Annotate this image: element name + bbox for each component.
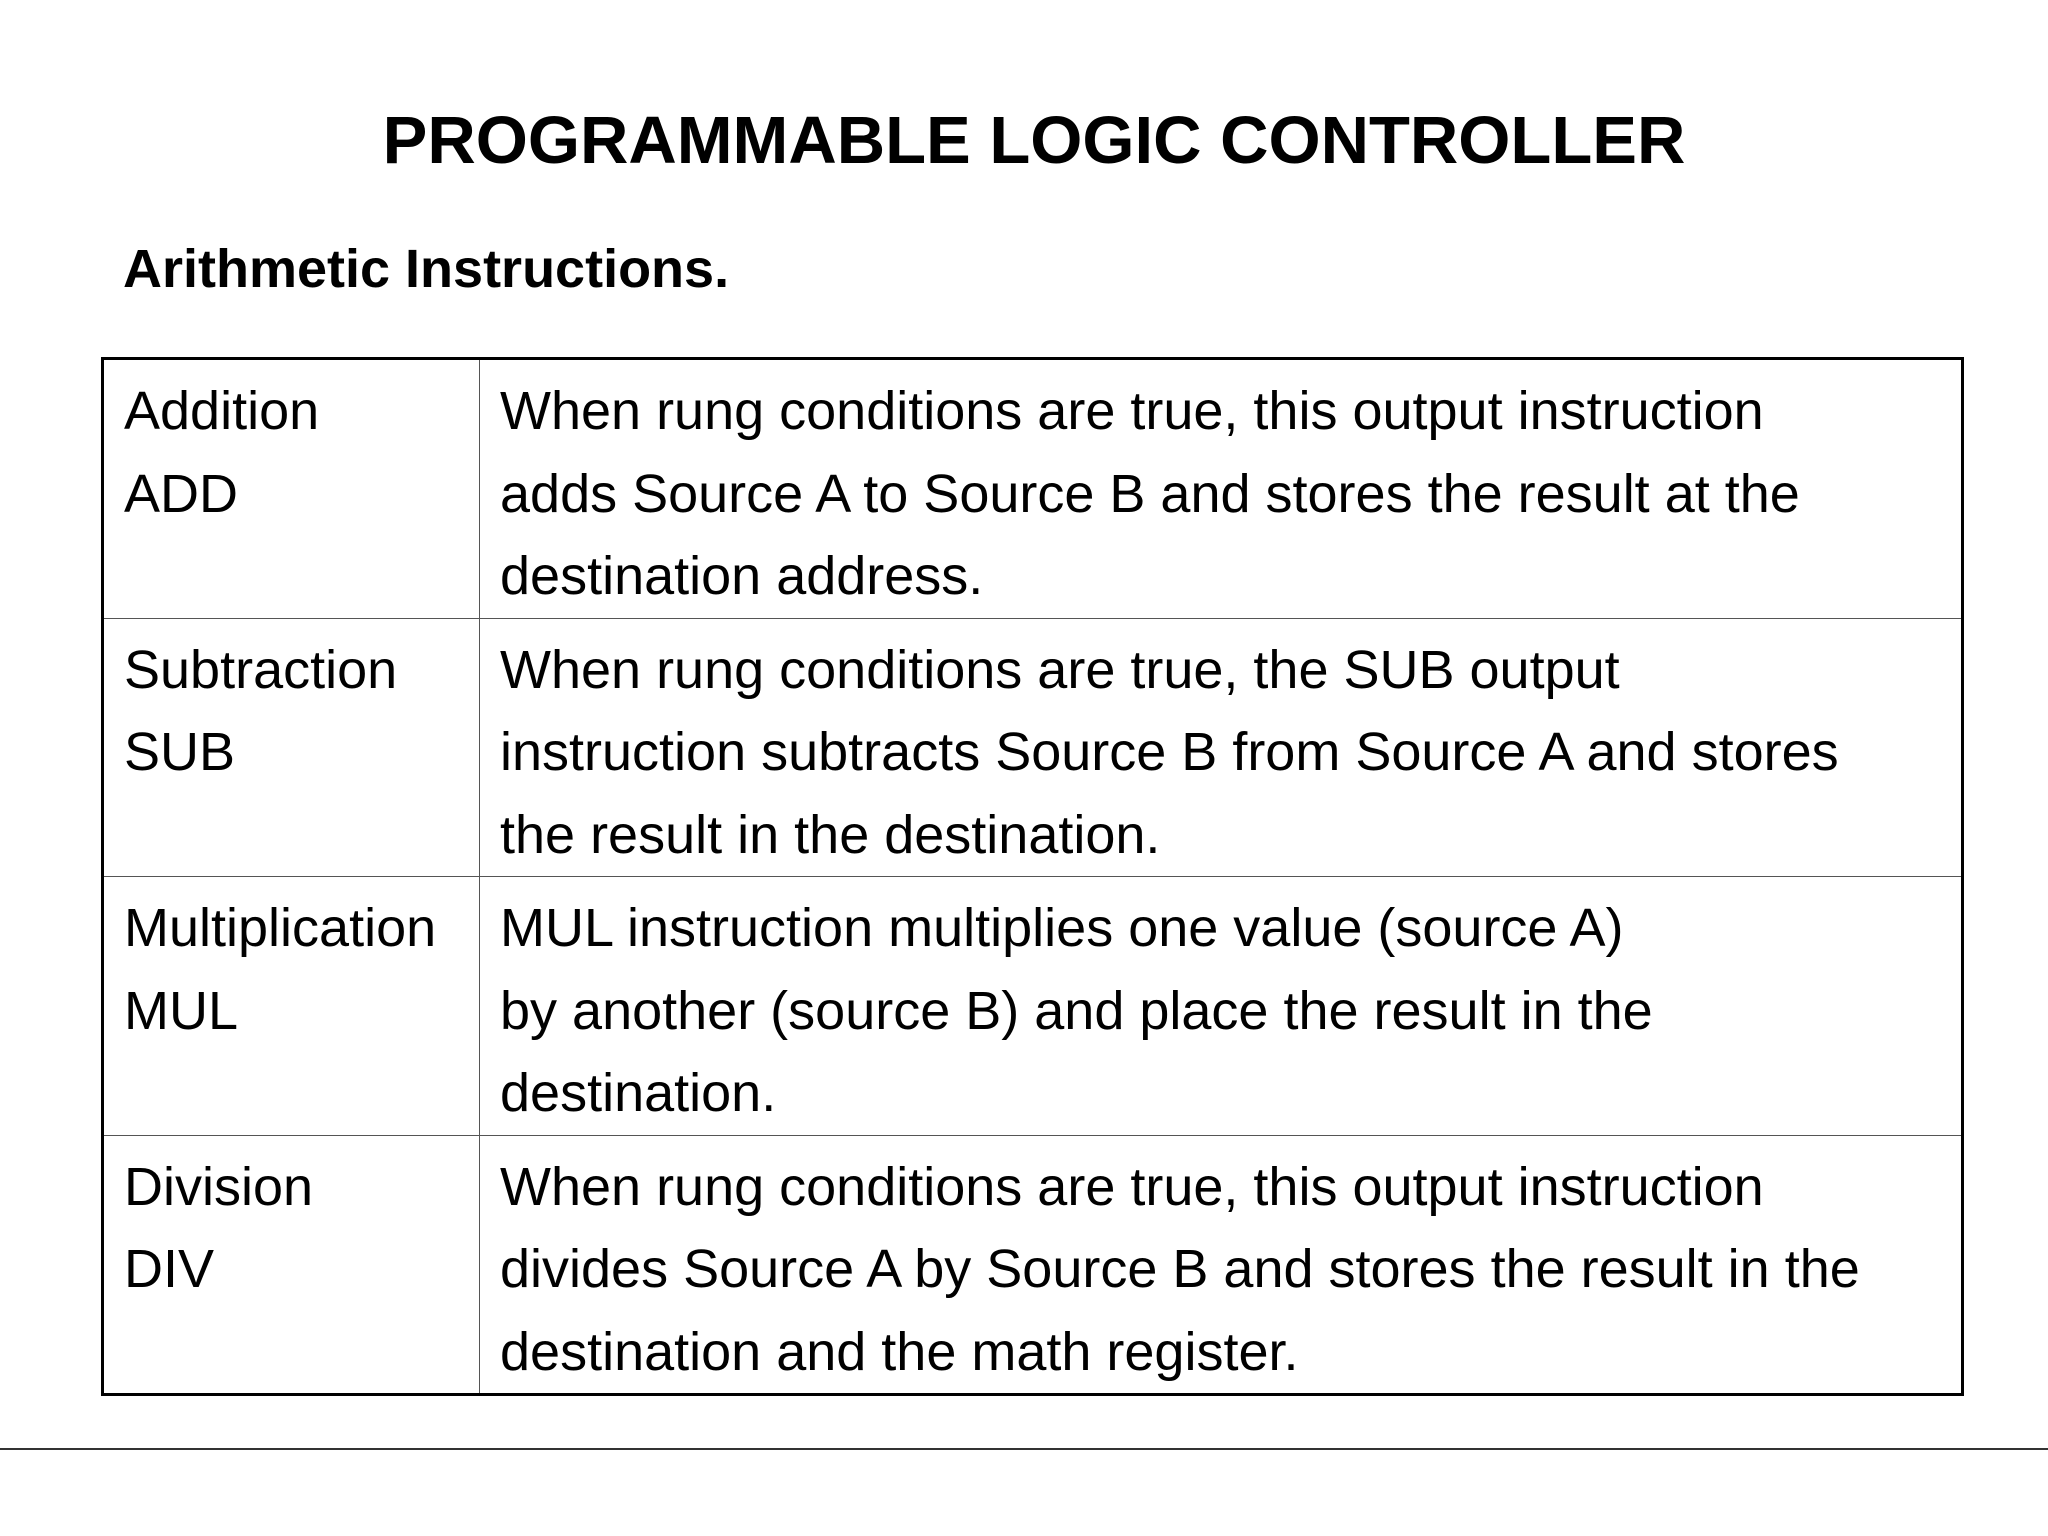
- instruction-description-cell: [480, 877, 1963, 1136]
- description-line: destination address.: [500, 546, 984, 606]
- section-heading: Arithmetic Instructions.: [123, 239, 730, 299]
- description-line: When rung conditions are true, this output instruction: [500, 381, 1764, 441]
- description-line: MUL instruction multiplies one value (source A): [500, 898, 1624, 958]
- description-line: When rung conditions are true, this output instruction: [500, 1156, 1764, 1217]
- table-row: [103, 618, 1963, 877]
- instructions-table: [101, 357, 1964, 1396]
- instruction-name: Multiplication: [124, 898, 437, 958]
- instruction-name-cell: [103, 1135, 480, 1395]
- instruction-description-cell: [480, 618, 1963, 877]
- description-line: by another (source B) and place the result in the: [500, 980, 1653, 1041]
- instruction-description-cell: [480, 359, 1963, 619]
- instruction-description-cell: [480, 1135, 1963, 1395]
- instruction-name: Subtraction: [124, 639, 398, 700]
- instruction-name: Addition: [124, 381, 320, 441]
- description-line: the result in the destination.: [500, 804, 1161, 865]
- table-row: [103, 877, 1963, 1136]
- instruction-name-cell: [103, 359, 480, 619]
- instruction-mnemonic: SUB: [124, 722, 236, 782]
- table-row: [103, 359, 1963, 619]
- instruction-name-cell: [103, 618, 480, 877]
- description-line: instruction subtracts Source B from Source A and stores: [500, 722, 1839, 782]
- bottom-divider: [0, 1448, 2048, 1450]
- instruction-mnemonic: DIV: [124, 1239, 215, 1299]
- instruction-mnemonic: MUL: [124, 980, 239, 1041]
- instruction-name: Division: [124, 1156, 314, 1217]
- page-title: PROGRAMMABLE LOGIC CONTROLLER: [382, 103, 1686, 178]
- instruction-mnemonic: ADD: [124, 463, 239, 524]
- table-row: [103, 1135, 1963, 1395]
- description-line: When rung conditions are true, the SUB output: [500, 639, 1620, 700]
- description-line: destination and the math register.: [500, 1321, 1299, 1382]
- description-line: divides Source A by Source B and stores the result in the: [500, 1239, 1860, 1299]
- description-line: destination.: [500, 1063, 777, 1123]
- description-line: adds Source A to Source B and stores the result at the: [500, 463, 1800, 524]
- instruction-name-cell: [103, 877, 480, 1136]
